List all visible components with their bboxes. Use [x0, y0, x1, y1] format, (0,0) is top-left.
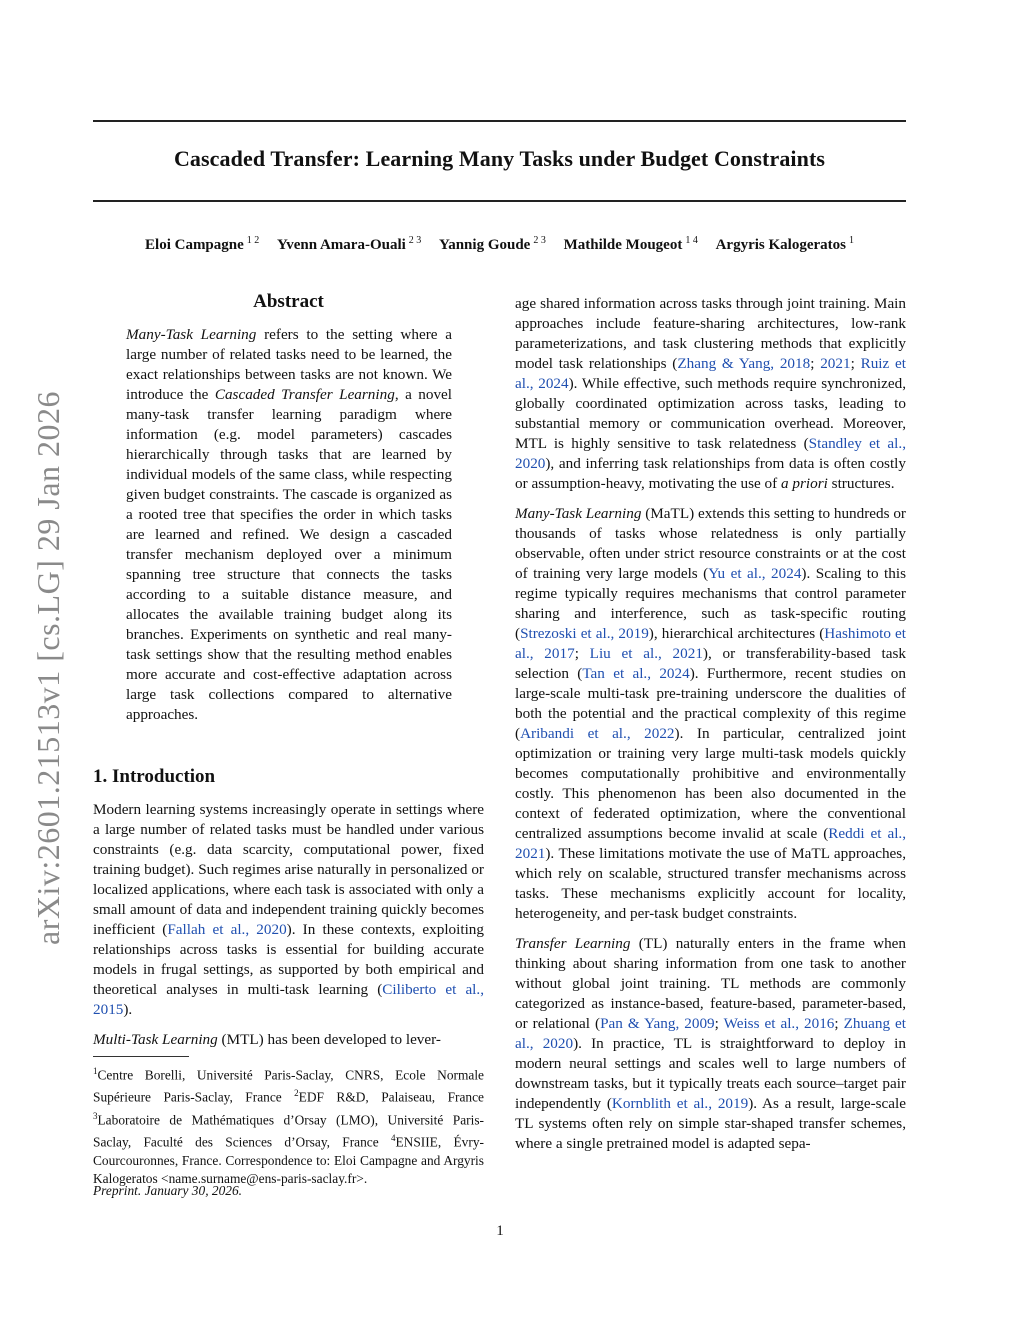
- arxiv-stamp: arXiv:2601.21513v1 [cs.LG] 29 Jan 2026: [30, 390, 66, 945]
- paragraph-text: ), or transferability-based task selection (: [515, 645, 906, 682]
- paragraph-text: ;: [850, 355, 861, 372]
- intro-paragraph-1: [93, 800, 484, 1020]
- paragraph-text: ;: [714, 1015, 724, 1032]
- author-affiliation: 1 2: [246, 235, 260, 246]
- author-affiliation: 1: [848, 235, 854, 246]
- section-heading-introduction: 1. Introduction: [93, 766, 216, 787]
- term-many-task-learning: Many-Task Learning: [126, 326, 257, 343]
- citation-link[interactable]: 2021: [820, 355, 851, 372]
- author-list: [93, 235, 906, 254]
- footnote-marker: 2: [294, 1088, 299, 1099]
- author-4: [564, 237, 698, 253]
- paragraph-text: ), and inferring task relationships from data is often costly or assumption-heavy, motivating the use of: [515, 455, 906, 492]
- paragraph-text: ;: [810, 355, 821, 372]
- term-cascaded-transfer-learning: Cascaded Transfer Learning: [214, 386, 395, 403]
- citation-link[interactable]: Kornblith et al., 2019: [611, 1095, 749, 1112]
- top-rule: [93, 120, 906, 122]
- author-2: [277, 237, 421, 253]
- term-many-task-learning: Many-Task Learning: [515, 505, 642, 522]
- paragraph-text: (MTL) has been developed to lever-: [217, 1031, 441, 1048]
- author-name: Yvenn Amara-Ouali: [277, 237, 406, 253]
- term-transfer-learning: Transfer Learning: [515, 935, 631, 952]
- paragraph-text: ). These limitations motivate the use of MaTL approaches, which rely on scalable, structured transfer mechanisms across tasks. These mechanisms explicitly account for locality, heterogeneity, and per-task budget constraints.: [515, 845, 906, 922]
- title-bottom-rule: [93, 200, 906, 202]
- paragraph-text: ). Scaling to this regime typically requires mechanisms that control parameter sharing and interference, such as task-specific routing (: [515, 565, 906, 642]
- citation-link[interactable]: Pan & Yang, 2009: [600, 1015, 715, 1032]
- author-name: Yannig Goude: [439, 237, 531, 253]
- footnote-rule: [93, 1056, 189, 1057]
- footnote-marker: 4: [390, 1133, 396, 1144]
- citation-link[interactable]: Liu et al., 2021: [589, 645, 703, 662]
- footnote-marker: 1: [93, 1066, 98, 1076]
- citation-link[interactable]: Strezoski et al., 2019: [520, 625, 649, 642]
- citation-link[interactable]: Ruiz et al., 2024: [515, 355, 906, 392]
- citation-link[interactable]: Ciliberto et al., 2015: [93, 981, 484, 1018]
- paragraph-text: ). In particular, centralized joint optimization or training very large multi-task models quickly becomes computationally prohibitive and environmentally costly. This phenomenon has been also documented in the context of federated optimization, where the conventional centralized assumptions become invalid at scale (: [515, 725, 906, 842]
- right-paragraph-3: [515, 934, 906, 1154]
- paragraph-text: ;: [834, 1015, 844, 1032]
- abstract-text: , a novel many-task transfer learning paradigm where information (e.g. model parameters) cascades hierarchically through tasks that are learned by individual models of the same class, while respecting given budget constraints. The cascade is organized as a rooted tree that specifies the order in which tasks are learned and refined. We design a cascaded transfer mechanism deployed over a minimum spanning tree structure that connects the tasks according to a suitable distance measure, and allocates the available training budget along its branches. Experiments on synthetic and real many-task settings show that the resulting method enables more accurate and cost-effective adaptation across large task collections compared to alternative approaches.: [126, 386, 452, 723]
- footnote-text: Laboratoire de Mathématiques d’Orsay (LMO), Université Paris-Saclay, Faculté des Sciences d’Orsay, France: [93, 1112, 484, 1150]
- footnote-text: ENSIIE, Évry-Courcouronnes, France. Correspondence to: Eloi Campagne and Argyris Kalogeratos <name.surname@ens-paris-saclay.fr>.: [93, 1134, 484, 1186]
- abstract-paragraph: [126, 325, 452, 725]
- paragraph-text: ). While effective, such methods require synchronized, globally coordinated optimization across tasks, leading to substantial memory or communication overhead. Moreover, MTL is highly sensitive to task relatedness (: [515, 375, 907, 452]
- introduction-body: [93, 800, 484, 1060]
- author-affiliation: 2 3: [533, 235, 546, 246]
- citation-link[interactable]: Zhuang et al., 2020: [515, 1015, 906, 1052]
- paragraph-text: ). In practice, TL is straightforward to deploy in modern neural settings and scales well to large numbers of downstream tasks, but it typically treats each source–target pair independently (: [515, 1035, 906, 1112]
- citation-link[interactable]: Zhang & Yang, 2018: [677, 355, 811, 372]
- author-5: [716, 237, 854, 253]
- right-column-body: [515, 294, 906, 1164]
- citation-link[interactable]: Reddi et al., 2021: [515, 825, 907, 862]
- paragraph-text: structures.: [827, 475, 895, 492]
- affiliations-footnote: [93, 1062, 484, 1188]
- footnote-text: Centre Borelli, Université Paris-Saclay, CNRS, Ecole Normale Supérieure Paris-Saclay, France: [93, 1067, 484, 1105]
- intro-paragraph-2: [93, 1030, 484, 1050]
- citation-link[interactable]: Fallah et al., 2020: [167, 921, 287, 938]
- citation-link[interactable]: Hashimoto et al., 2017: [515, 625, 906, 662]
- citation-link[interactable]: Aribandi et al., 2022: [520, 725, 675, 742]
- paragraph-text: ), hierarchical architectures (: [648, 625, 825, 642]
- author-name: Eloi Campagne: [145, 237, 244, 253]
- paragraph-text: ). Furthermore, recent studies on large-scale multi-task pre-training underscore the dualities of both the potential and the practical complexity of this regime (: [515, 665, 906, 742]
- term-a-priori: a priori: [781, 475, 828, 492]
- paper-title: Cascaded Transfer: Learning Many Tasks under Budget Constraints: [173, 146, 826, 171]
- citation-link[interactable]: Weiss et al., 2016: [723, 1015, 835, 1032]
- paragraph-text: (TL) naturally enters in the frame when thinking about sharing information from one task to another without global joint training. TL methods are commonly categorized as instance-based, feature-based, parameter-based, or relational (: [515, 935, 906, 1032]
- page-number: 1: [496, 1223, 504, 1239]
- abstract-heading: Abstract: [253, 291, 324, 312]
- author-1: [145, 237, 259, 253]
- paragraph-text: ).: [123, 1001, 133, 1018]
- abstract-body: [126, 325, 452, 725]
- paragraph-text: ). In these contexts, exploiting relationships across tasks is essential for building accurate models in frugal settings, as supported by both empirical and theoretical analyses in multi-task learning (: [93, 921, 484, 998]
- author-name: Mathilde Mougeot: [563, 237, 683, 253]
- footnote-marker: 3: [93, 1110, 98, 1121]
- paragraph-text: (MaTL) extends this setting to hundreds or thousands of tasks whose relatedness is only partially observable, often under strict resource constraints or at the cost of training very large models (: [515, 505, 906, 582]
- abstract-text: refers to the setting where a large number of related tasks need to be learned, the exact relationships between tasks are not known. We introduce the: [126, 326, 452, 403]
- paragraph-text: ;: [574, 645, 590, 662]
- paragraph-text: Modern learning systems increasingly operate in settings where a large number of related tasks must be handled under various constraints (e.g. data scarcity, computational power, fixed training budget). Such regimes arise naturally in personalized or localized applications, where each task is associated with only a small amount of data and independent training quickly becomes inefficient (: [93, 801, 484, 938]
- paragraph-text: age shared information across tasks through joint training. Main approaches include feature-sharing architectures, low-rank parameterizations, and task clustering methods that explicitly model task relationships (: [515, 295, 906, 372]
- footnote-text: EDF R&D, Palaiseau, France: [298, 1089, 484, 1105]
- preprint-note: Preprint. January 30, 2026.: [93, 1183, 243, 1198]
- citation-link[interactable]: Standley et al., 2020: [515, 435, 906, 472]
- author-name: Argyris Kalogeratos: [715, 237, 846, 253]
- term-multi-task-learning: Multi-Task Learning: [93, 1031, 218, 1048]
- right-paragraph-2: [515, 504, 906, 924]
- author-affiliation: 2 3: [408, 235, 422, 246]
- citation-link[interactable]: Yu et al., 2024: [708, 565, 802, 582]
- citation-link[interactable]: Tan et al., 2024: [582, 665, 690, 682]
- author-3: [439, 237, 546, 253]
- paragraph-text: ). As a result, large-scale TL systems often rely on simple star-shaped transfer schemes, where a single pretrained model is adapted sepa-: [515, 1095, 906, 1152]
- author-affiliation: 1 4: [685, 235, 698, 246]
- right-paragraph-1: [515, 294, 906, 494]
